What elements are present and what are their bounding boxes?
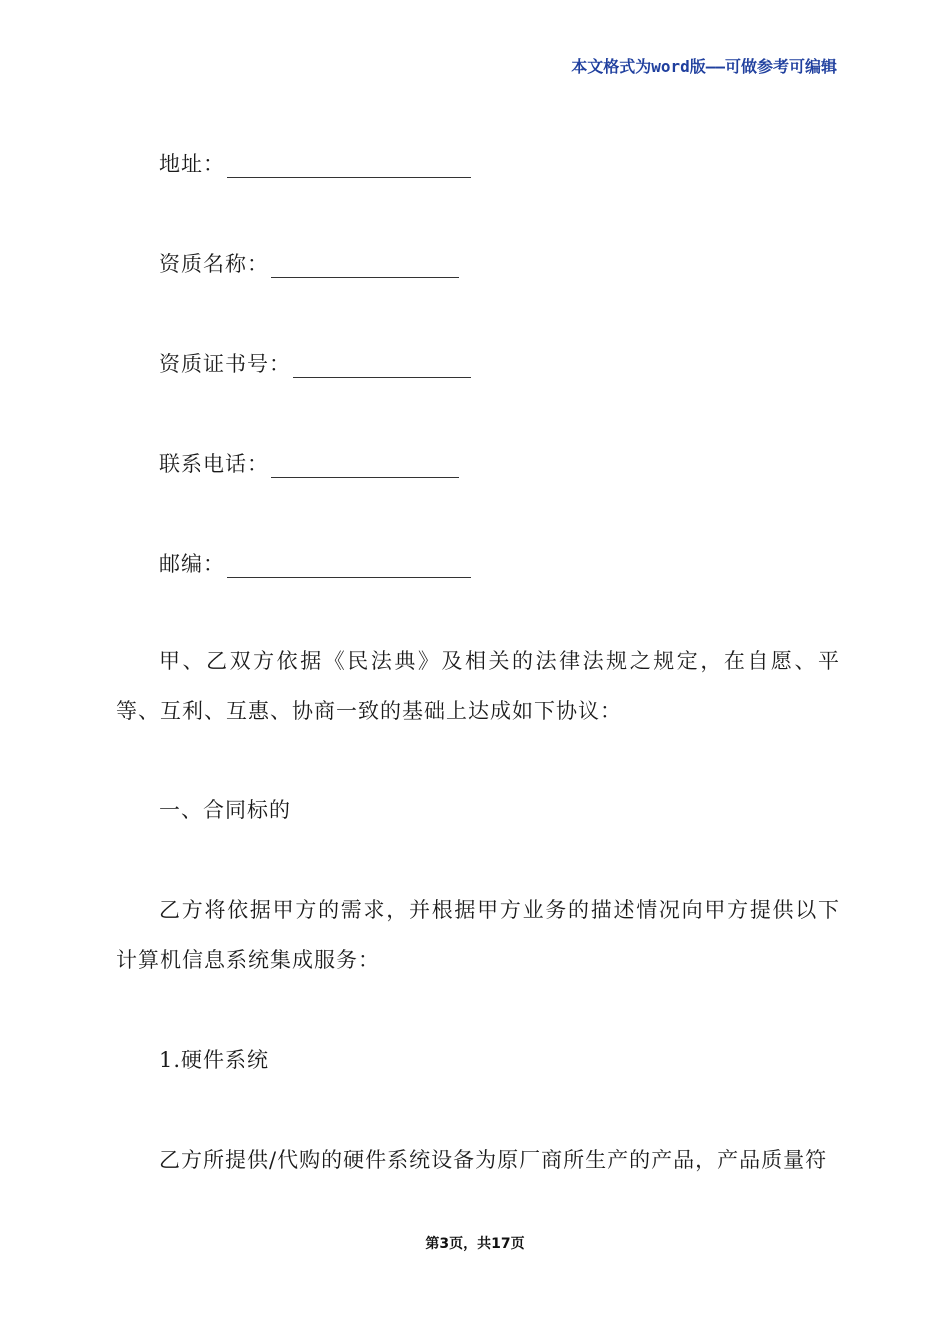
address-field xyxy=(159,150,471,178)
qualification-cert-label: 资质证书号： xyxy=(159,352,291,376)
address-blank[interactable] xyxy=(227,155,471,178)
qualification-cert-field xyxy=(159,350,471,378)
intro-paragraph: 甲、乙双方依据《民法典》及相关的法律法规之规定，在自愿、平等、互利、互惠、协商一致的基础上达成如下协议： xyxy=(116,649,840,723)
address-label: 地址： xyxy=(159,152,225,176)
postcode-label: 邮编： xyxy=(159,552,225,576)
postcode-blank[interactable] xyxy=(227,555,471,578)
qualification-name-field xyxy=(159,250,459,278)
subsection1-paragraph: 乙方所提供/代购的硬件系统设备为原厂商所生产的产品，产品质量符 xyxy=(159,1148,828,1172)
qualification-cert-blank[interactable] xyxy=(293,355,471,378)
page-number: 第3页，共17页 xyxy=(425,1236,525,1252)
postcode-field xyxy=(159,550,471,578)
qualification-name-label: 资质名称： xyxy=(159,252,269,276)
section1-paragraph: 乙方将依据甲方的需求，并根据甲方业务的描述情况向甲方提供以下计算机信息系统集成服务： xyxy=(116,898,840,972)
phone-label: 联系电话： xyxy=(159,452,269,476)
subsection-heading-hardware: 1.硬件系统 xyxy=(159,1048,270,1072)
qualification-name-blank[interactable] xyxy=(271,255,459,278)
phone-field xyxy=(159,450,459,478)
phone-blank[interactable] xyxy=(271,455,459,478)
header-format-note: 本文格式为word版——可做参考可编辑 xyxy=(571,57,837,76)
section-heading-contract-subject: 一、合同标的 xyxy=(159,798,291,822)
